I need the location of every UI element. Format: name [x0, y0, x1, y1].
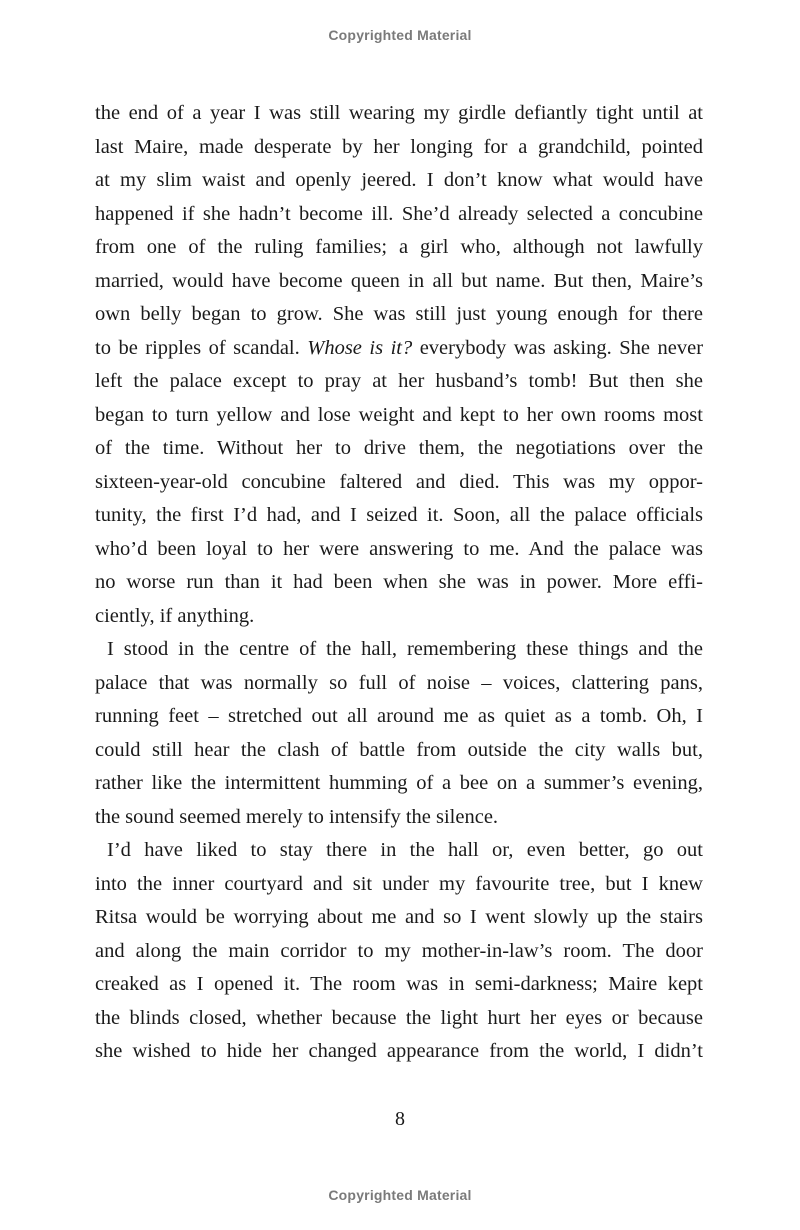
paragraph-1: [95, 97, 703, 633]
text-line: left the palace except to pray at her husband’s tomb! But then she: [95, 370, 703, 392]
text-line: from one of the ruling families; a girl who, although not lawfully: [95, 236, 703, 258]
text-line: rather like the intermittent humming of a bee on a summer’s evening,: [95, 772, 703, 794]
paragraph-2: [95, 633, 703, 834]
text-line: she wished to hide her changed appearance from the world, I didn’t: [95, 1040, 703, 1062]
copyright-watermark-top: Copyrighted Material: [328, 27, 472, 43]
text-line: the blinds closed, whether because the light hurt her eyes or because: [95, 1006, 703, 1029]
text-line: own belly began to grow. She was still just young enough for there: [95, 303, 703, 325]
text-line: happened if she hadn’t become ill. She’d already selected a concubine: [95, 202, 703, 225]
text-line: Ritsa would be worrying about me and so I went slowly up the stairs: [95, 906, 703, 928]
text-line: could still hear the clash of battle from outside the city walls but,: [95, 738, 703, 761]
text-line: who’d been loyal to her were answering to me. And the palace was: [95, 537, 703, 560]
text-line: tunity, the first I’d had, and I seized it. Soon, all the palace officials: [95, 504, 703, 526]
text-line: the end of a year I was still wearing my girdle defiantly tight until at: [95, 102, 703, 124]
paragraph-3: [95, 834, 703, 1069]
page-number: 8: [395, 1108, 405, 1130]
text-line: running feet – stretched out all around me as quiet as a tomb. Oh, I: [95, 705, 703, 727]
text-line: into the inner courtyard and sit under my favourite tree, but I knew: [95, 872, 703, 895]
page-body: [95, 97, 703, 1069]
text-line: married, would have become queen in all but name. But then, Maire’s: [95, 269, 703, 292]
text-line: sixteen-year-old concubine faltered and died. This was my oppor-: [95, 470, 703, 493]
text-line: palace that was normally so full of noise – voices, clattering pans,: [95, 671, 703, 694]
text-line: I’d have liked to stay there in the hall or, even better, go out: [107, 839, 703, 861]
text-line: I stood in the centre of the hall, remembering these things and the: [107, 638, 703, 660]
text-line: ciently, if anything.: [95, 604, 255, 627]
text-segment: to be ripples of scandal.: [95, 336, 308, 359]
text-line: last Maire, made desperate by her longing for a grandchild, pointed: [95, 135, 703, 158]
text-line-with-italic: [95, 332, 703, 366]
text-segment: everybody was asking. She never: [412, 336, 704, 359]
text-line: no worse run than it had been when she was in power. More effi-: [95, 571, 703, 593]
text-line: began to turn yellow and lose weight and kept to her own rooms most: [95, 403, 703, 426]
copyright-watermark-bottom: Copyrighted Material: [328, 1187, 472, 1203]
text-line: of the time. Without her to drive them, the negotiations over the: [95, 437, 703, 459]
text-line: at my slim waist and openly jeered. I don’t know what would have: [95, 169, 703, 191]
italic-emphasis: Whose is it?: [307, 336, 413, 359]
text-line: creaked as I opened it. The room was in semi-darkness; Maire kept: [95, 973, 703, 995]
text-line: the sound seemed merely to intensify the silence.: [95, 805, 499, 828]
text-line: and along the main corridor to my mother-in-law’s room. The door: [95, 939, 703, 962]
